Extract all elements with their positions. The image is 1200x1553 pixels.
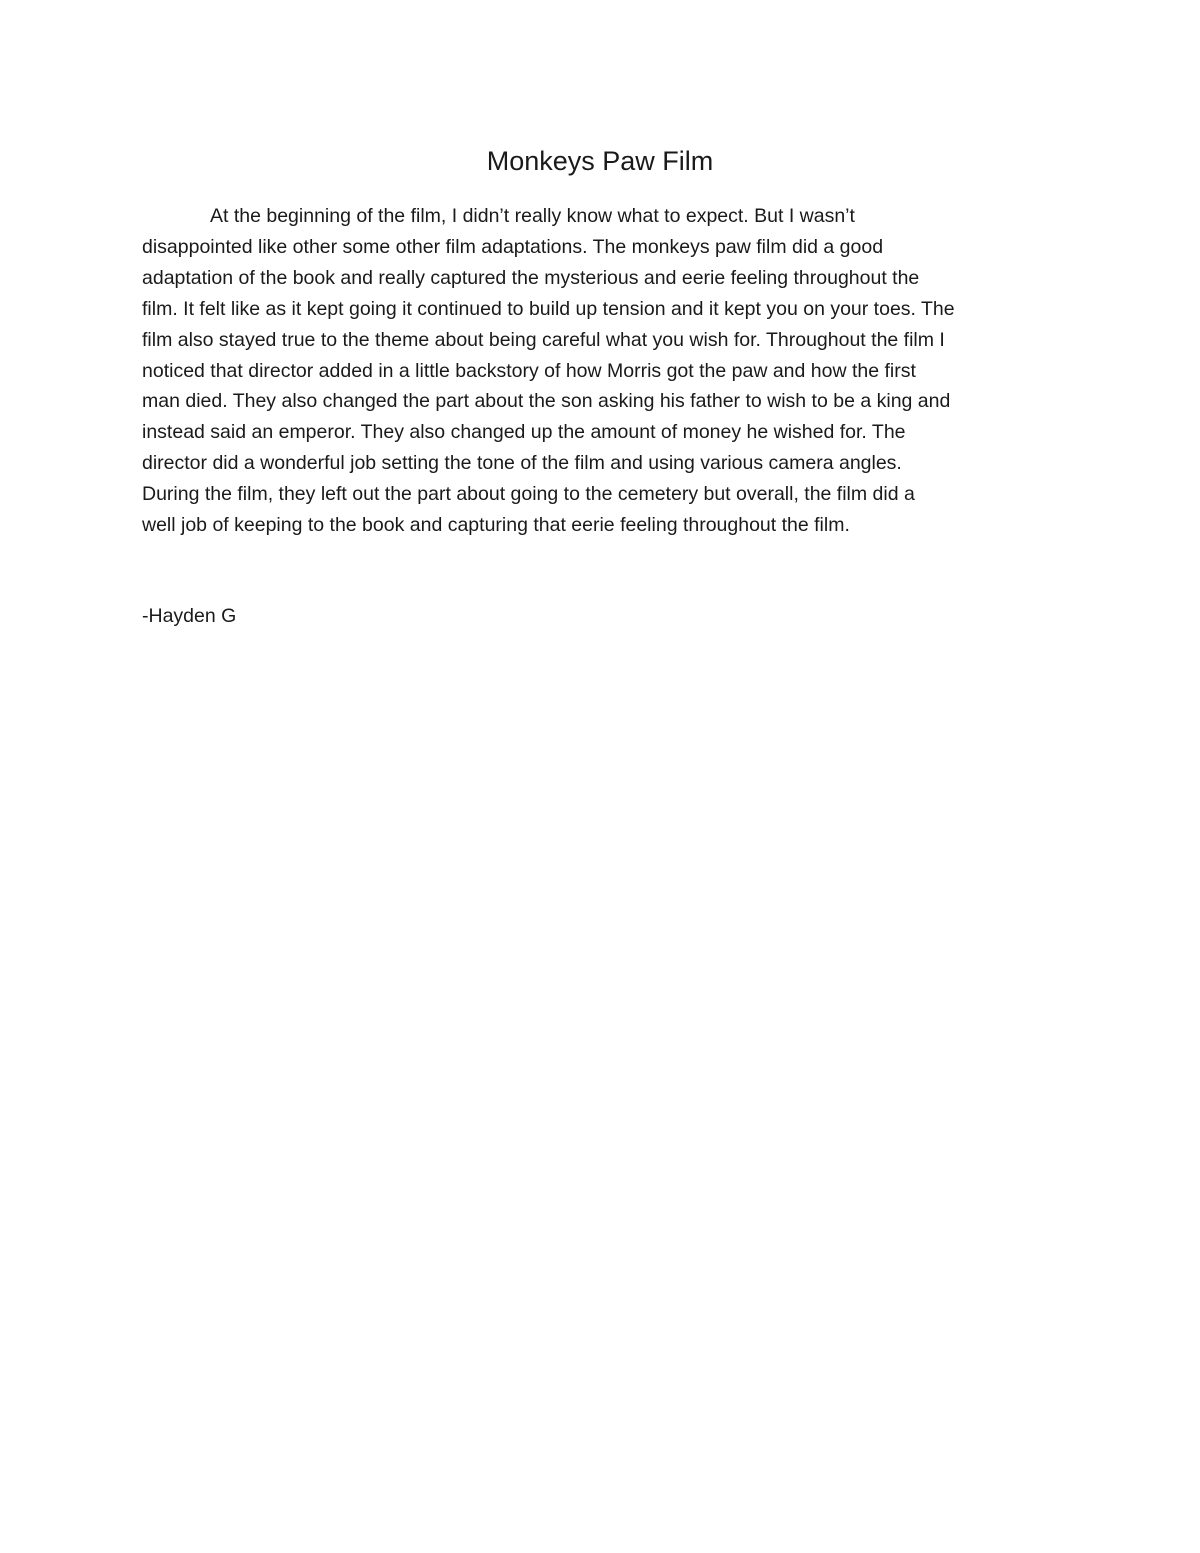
paragraph-line: At the beginning of the film, I didn’t really know what to expect. But I wasn’t xyxy=(210,205,855,227)
author-signature: -Hayden G xyxy=(142,605,237,627)
paragraph-line: noticed that director added in a little backstory of how Morris got the paw and how the first xyxy=(142,359,916,382)
paragraph-line: director did a wonderful job setting the tone of the film and using various camera angles. xyxy=(142,452,902,475)
paragraph-line: instead said an emperor. They also changed up the amount of money he wished for. The xyxy=(142,421,906,444)
paragraph-line: man died. They also changed the part about the son asking his father to wish to be a king and xyxy=(142,390,951,413)
paragraph-line: film also stayed true to the theme about being careful what you wish for. Throughout the film I xyxy=(142,328,945,351)
paragraph-line: adaptation of the book and really captured the mysterious and eerie feeling throughout the xyxy=(142,266,920,289)
paragraph-line: disappointed like other some other film adaptations. The monkeys paw film did a good xyxy=(142,235,884,258)
paragraph-line: During the film, they left out the part about going to the cemetery but overall, the film did a xyxy=(142,483,915,506)
document-title: Monkeys Paw Film xyxy=(486,146,714,176)
paragraph-line: well job of keeping to the book and capturing that eerie feeling throughout the film. xyxy=(142,514,850,537)
paragraph-line: film. It felt like as it kept going it continued to build up tension and it kept you on your toes. The xyxy=(142,297,955,320)
essay-paragraph xyxy=(142,201,1082,541)
